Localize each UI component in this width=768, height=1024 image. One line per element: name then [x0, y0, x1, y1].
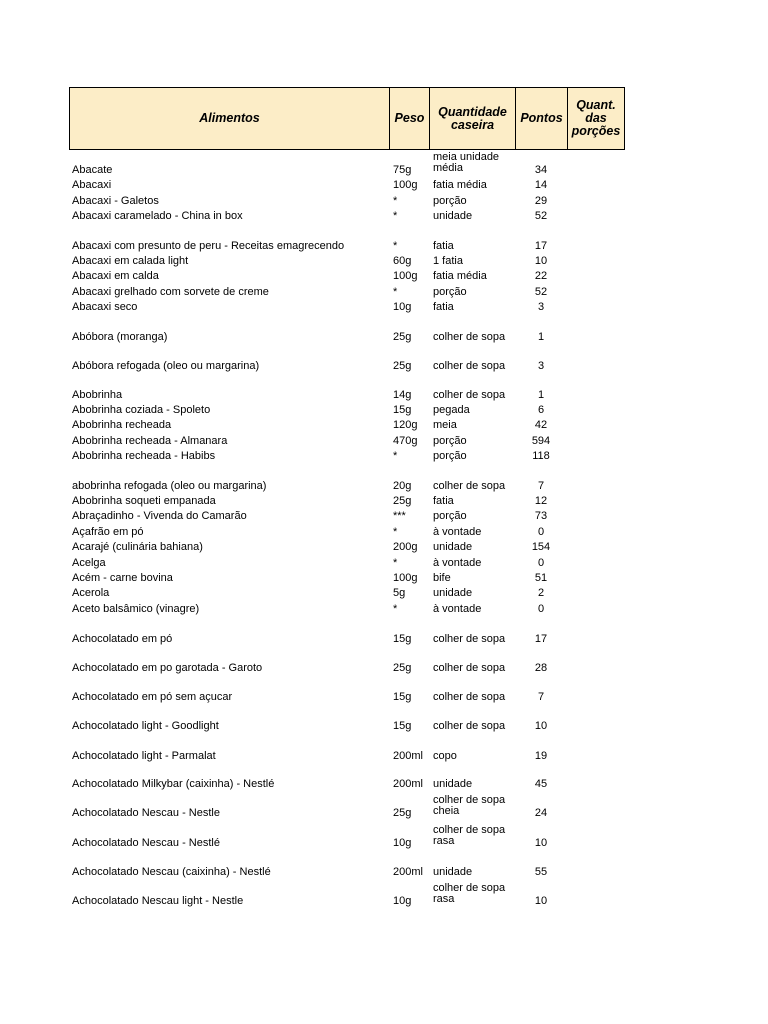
food-household-measure: porção: [433, 435, 467, 447]
food-weight: *: [393, 286, 398, 298]
food-weight: 60g: [393, 255, 412, 267]
food-weight: 15g: [393, 633, 412, 645]
food-weight: 25g: [393, 807, 412, 819]
food-points: 28: [534, 662, 548, 674]
food-name: Abacaxi: [72, 179, 112, 191]
food-household-measure: à vontade: [433, 526, 482, 538]
food-points: 24: [534, 807, 548, 819]
food-points: 3: [537, 301, 545, 313]
food-weight: *: [393, 195, 398, 207]
table-row: [0, 479, 768, 494]
food-name: Acerola: [72, 587, 110, 599]
food-points: 7: [537, 691, 545, 703]
food-weight: ***: [393, 510, 406, 522]
food-household-measure: colher de sopa rasa: [433, 824, 506, 847]
food-household-measure: fatia média: [433, 270, 487, 282]
food-name: Acém - carne bovina: [72, 572, 173, 584]
table-row: [0, 661, 768, 676]
food-name: Achocolatado light - Goodlight: [72, 720, 219, 732]
table-row: [0, 388, 768, 403]
food-points: 45: [534, 778, 548, 790]
table-row: [0, 494, 768, 509]
food-household-measure: colher de sopa rasa: [433, 882, 506, 905]
table-row: [0, 777, 768, 792]
food-weight: 200ml: [393, 778, 423, 790]
food-name: Achocolatado light - Parmalat: [72, 750, 216, 762]
food-weight: 25g: [393, 495, 412, 507]
food-points: 10: [534, 720, 548, 732]
food-points: 154: [531, 541, 551, 553]
food-points: 0: [537, 603, 545, 615]
food-name: Achocolatado Milkybar (caixinha) - Nestlé: [72, 778, 275, 790]
food-name: Abacaxi grelhado com sorvete de creme: [72, 286, 269, 298]
table-row: [0, 525, 768, 540]
table-row: [0, 690, 768, 705]
table-row: [0, 794, 768, 821]
table-row: [0, 194, 768, 209]
table-row: [0, 586, 768, 601]
header-alimentos: Alimentos: [199, 111, 260, 125]
food-weight: *: [393, 450, 398, 462]
table-row: [0, 556, 768, 571]
food-name: Abacaxi em calada light: [72, 255, 189, 267]
food-points: 51: [534, 572, 548, 584]
food-name: Acelga: [72, 557, 106, 569]
food-name: Achocolatado em pó sem açucar: [72, 691, 233, 703]
table-row: [0, 824, 768, 851]
food-weight: 200g: [393, 541, 418, 553]
table-row: [0, 239, 768, 254]
food-name: Abóbora (moranga): [72, 331, 168, 343]
food-weight: *: [393, 603, 398, 615]
table-row: [0, 571, 768, 586]
table-row: [0, 719, 768, 734]
food-household-measure: fatia média: [433, 179, 487, 191]
table-row: [0, 509, 768, 524]
food-household-measure: colher de sopa: [433, 720, 506, 732]
food-weight: 10g: [393, 301, 412, 313]
food-points: 19: [534, 750, 548, 762]
food-points: 29: [534, 195, 548, 207]
food-points: 0: [537, 557, 545, 569]
table-row: [0, 209, 768, 224]
food-weight: 100g: [393, 270, 418, 282]
food-household-measure: fatia: [433, 301, 454, 313]
food-points: 14: [534, 179, 548, 191]
food-name: Achocolatado Nescau - Nestle: [72, 807, 220, 819]
food-weight: 120g: [393, 419, 418, 431]
food-weight: 200ml: [393, 750, 423, 762]
food-points: 52: [534, 286, 548, 298]
table-row: [0, 602, 768, 617]
food-weight: 100g: [393, 179, 418, 191]
food-household-measure: pegada: [433, 404, 470, 416]
food-name: Aceto balsâmico (vinagre): [72, 603, 200, 615]
food-name: Abobrinha coziada - Spoleto: [72, 404, 211, 416]
food-household-measure: porção: [433, 510, 467, 522]
food-name: Abacaxi seco: [72, 301, 138, 313]
table-row: [0, 330, 768, 345]
food-household-measure: bife: [433, 572, 451, 584]
food-household-measure: unidade: [433, 778, 473, 790]
food-household-measure: porção: [433, 195, 467, 207]
food-points: 17: [534, 240, 548, 252]
food-name: abobrinha refogada (oleo ou margarina): [72, 480, 267, 492]
food-name: Abacaxi com presunto de peru - Receitas emagrecendo: [72, 240, 345, 252]
food-name: Achocolatado Nescau - Nestlé: [72, 837, 220, 849]
food-weight: 14g: [393, 389, 412, 401]
table-row: [0, 749, 768, 764]
food-name: Abacate: [72, 164, 113, 176]
food-points: 73: [534, 510, 548, 522]
table-row: [0, 285, 768, 300]
table-row: [0, 449, 768, 464]
food-name: Achocolatado Nescau (caixinha) - Nestlé: [72, 866, 271, 878]
food-points: 594: [531, 435, 551, 447]
food-name: Achocolatado em po garotada - Garoto: [72, 662, 263, 674]
food-weight: 10g: [393, 895, 412, 907]
table-row: [0, 434, 768, 449]
table-row: [0, 151, 768, 178]
food-weight: 100g: [393, 572, 418, 584]
food-household-measure: unidade: [433, 587, 473, 599]
table-row: [0, 300, 768, 315]
food-household-measure: colher de sopa: [433, 360, 506, 372]
food-weight: 25g: [393, 662, 412, 674]
food-household-measure: colher de sopa: [433, 331, 506, 343]
food-points: 118: [532, 450, 550, 462]
food-name: Abacaxi em calda: [72, 270, 159, 282]
food-name: Achocolatado em pó: [72, 633, 173, 645]
food-points: 10: [534, 255, 548, 267]
table-row: [0, 254, 768, 269]
table-row: [0, 882, 768, 909]
food-weight: 470g: [393, 435, 418, 447]
food-weight: 20g: [393, 480, 412, 492]
food-household-measure: colher de sopa cheia: [433, 794, 506, 817]
food-household-measure: colher de sopa: [433, 633, 506, 645]
header-pontos: Pontos: [515, 88, 567, 149]
food-name: Abacaxi caramelado - China in box: [72, 210, 243, 222]
food-name: Abraçadinho - Vivenda do Camarão: [72, 510, 247, 522]
food-points: 17: [534, 633, 548, 645]
food-name: Acarajé (culinária bahiana): [72, 541, 203, 553]
food-points: 52: [534, 210, 548, 222]
food-points: 7: [537, 480, 545, 492]
food-household-measure: à vontade: [433, 603, 482, 615]
food-weight: *: [393, 557, 398, 569]
food-weight: 75g: [393, 164, 412, 176]
food-household-measure: meia unidade média: [433, 151, 500, 174]
food-household-measure: 1 fatia: [433, 255, 463, 267]
food-name: Abóbora refogada (oleo ou margarina): [72, 360, 260, 372]
food-name: Abobrinha recheada: [72, 419, 172, 431]
food-household-measure: meia: [433, 419, 457, 431]
table-row: [0, 269, 768, 284]
food-household-measure: colher de sopa: [433, 691, 506, 703]
food-points: 0: [537, 526, 545, 538]
food-points: 10: [534, 895, 548, 907]
food-points: 12: [534, 495, 548, 507]
food-points: 6: [537, 404, 545, 416]
food-household-measure: unidade: [433, 866, 473, 878]
food-points: 55: [534, 866, 548, 878]
food-points: 1: [537, 331, 545, 343]
food-weight: *: [393, 240, 398, 252]
food-name: Achocolatado Nescau light - Nestle: [72, 895, 244, 907]
food-points: 2: [537, 587, 545, 599]
food-points: 34: [534, 164, 548, 176]
table-row: [0, 403, 768, 418]
table-row: [0, 359, 768, 374]
food-household-measure: fatia: [433, 240, 454, 252]
food-name: Açafrão em pó: [72, 526, 144, 538]
table-row: [0, 865, 768, 880]
food-household-measure: porção: [433, 450, 467, 462]
food-household-measure: fatia: [433, 495, 454, 507]
food-points: 1: [537, 389, 545, 401]
food-weight: 15g: [393, 691, 412, 703]
table-row: [0, 178, 768, 193]
food-weight: *: [393, 210, 398, 222]
food-points: 22: [534, 270, 548, 282]
food-weight: 25g: [393, 360, 412, 372]
food-household-measure: colher de sopa: [433, 389, 506, 401]
food-household-measure: à vontade: [433, 557, 482, 569]
table-row: [0, 418, 768, 433]
food-name: Abacaxi - Galetos: [72, 195, 159, 207]
food-household-measure: colher de sopa: [433, 662, 506, 674]
food-household-measure: unidade: [433, 541, 473, 553]
food-weight: 200ml: [393, 866, 423, 878]
header-quantidade-caseira: Quantidade caseira: [429, 88, 515, 149]
food-weight: *: [393, 526, 398, 538]
header-peso: Peso: [389, 88, 429, 149]
food-name: Abobrinha recheada - Habibs: [72, 450, 216, 462]
food-name: Abobrinha recheada - Almanara: [72, 435, 228, 447]
food-points: 10: [534, 837, 548, 849]
food-household-measure: unidade: [433, 210, 473, 222]
food-weight: 15g: [393, 404, 412, 416]
table-row: [0, 632, 768, 647]
food-points: 42: [534, 419, 548, 431]
food-points: 3: [537, 360, 545, 372]
food-name: Abobrinha soqueti empanada: [72, 495, 216, 507]
table-row: [0, 540, 768, 555]
food-household-measure: porção: [433, 286, 467, 298]
food-weight: 10g: [393, 837, 412, 849]
food-weight: 15g: [393, 720, 412, 732]
food-household-measure: colher de sopa: [433, 480, 506, 492]
food-household-measure: copo: [433, 750, 457, 762]
header-quant-porcoes: Quant. das porções: [567, 88, 624, 149]
food-weight: 25g: [393, 331, 412, 343]
food-weight: 5g: [393, 587, 406, 599]
food-name: Abobrinha: [72, 389, 123, 401]
